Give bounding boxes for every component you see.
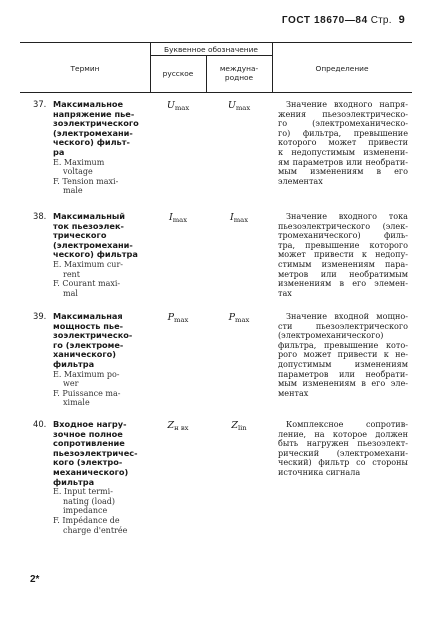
term-english-line: voltage: [63, 167, 93, 177]
term-russian: [53, 312, 153, 370]
definition-line: рого может привести к не-: [278, 349, 408, 360]
term-russian-line: Максимальная: [53, 311, 123, 321]
term-russian-line: ток пьезоэлек-: [53, 220, 124, 231]
symbol-international: [215, 100, 263, 112]
definition-text: [278, 312, 408, 398]
definition-line: сти пьезоэлектрического: [278, 320, 408, 331]
definition-line: элементах: [278, 175, 323, 186]
symbol-international-letter: Z: [231, 420, 238, 431]
term-number: 39.: [33, 311, 47, 321]
term-russian-line: зочное полное: [53, 428, 123, 439]
header-definition: Определение: [315, 64, 369, 73]
term-french-line: F. Impédance de: [53, 515, 120, 525]
term-english-line: rent: [63, 269, 80, 279]
symbol-russian: [154, 420, 202, 432]
term-english-line: impedance: [63, 506, 108, 516]
definition-line: к недопустимым изменени-: [278, 146, 408, 157]
term-french-line: mal: [63, 288, 78, 298]
term-foreign: [53, 158, 163, 196]
symbol-international-letter: I: [229, 212, 234, 223]
designation-rule: [150, 55, 272, 56]
page-header: [282, 14, 405, 26]
term-foreign: [53, 370, 163, 408]
term-russian-line: мощность пье-: [53, 320, 124, 331]
term-russian-line: (электромехани-: [53, 239, 133, 250]
symbol-russian-subscript: max: [172, 216, 188, 224]
table-top-rule: [20, 42, 412, 43]
term-russian-line: ческого) фильтра: [53, 249, 138, 260]
definition-line: Значение входного тока: [286, 211, 408, 221]
definition-line: мым изменениям в его: [278, 166, 408, 177]
header-term: Термин: [70, 64, 100, 73]
definition-line: может привести к недопу-: [278, 249, 408, 260]
term-english-line: nating (load): [63, 496, 116, 506]
definition-line: Комплексное сопротив-: [286, 419, 408, 429]
definition-line: фильтра, превышение кото-: [278, 339, 408, 350]
footer-mark: 2*: [30, 574, 40, 585]
term-french-line: male: [63, 186, 83, 196]
symbol-russian-subscript: max: [174, 316, 189, 324]
definition-text: [278, 420, 408, 478]
symbol-russian-letter: Z: [167, 420, 175, 431]
term-russian-line: механического): [53, 466, 129, 477]
symbol-russian-subscript: н вх: [174, 424, 189, 432]
definition-line: мым изменениям в его эле-: [278, 378, 408, 389]
standard-code: ГОСТ 18670—84: [281, 15, 368, 26]
term-french-line: F. Courant maxi-: [53, 279, 121, 289]
definition-line: допустимым изменениям: [278, 358, 408, 369]
term-english-line: E. Maximum cur-: [53, 260, 123, 269]
definition-line: источника сигнала: [278, 466, 361, 477]
page-number: 9: [398, 14, 405, 26]
term-russian-line: кого (электро-: [53, 457, 123, 468]
term-russian-line: Входное нагру-: [53, 419, 127, 429]
header-international-line-2: родное: [224, 73, 254, 82]
definition-line: тра, превышение которого: [278, 239, 408, 250]
term-russian: [53, 100, 153, 158]
definition-line: ческий) фильтр со стороны: [278, 457, 408, 468]
term-russian-line: зоэлектрическо-: [53, 330, 133, 341]
header-designation: Буквенное обозначение: [164, 45, 258, 54]
definition-line: пьезоэлектрического (элек-: [278, 220, 408, 231]
symbol-russian-letter: P: [167, 312, 175, 323]
symbol-russian-letter: I: [168, 212, 173, 223]
term-russian-line: Максимальное: [53, 99, 124, 109]
term-number: 40.: [33, 419, 47, 429]
term-russian-line: пьезоэлектричес-: [53, 447, 138, 458]
symbol-russian: [154, 312, 202, 324]
term-french-line: charge d'entrée: [63, 525, 128, 535]
term-russian-line: фильтра: [53, 476, 95, 487]
term-foreign: [53, 487, 163, 535]
term-english-line: E. Maximum po-: [53, 369, 120, 379]
term-number: 38.: [33, 211, 47, 221]
header-international: [206, 64, 272, 82]
term-russian-line: зоэлектрического: [53, 118, 139, 129]
definition-text: [278, 212, 408, 298]
term-russian-line: го (электроме-: [53, 339, 124, 350]
definition-line: тах: [278, 287, 292, 298]
term-russian-line: напряжение пье-: [53, 108, 135, 119]
page-label: Стр.: [370, 15, 392, 26]
term-russian: [53, 420, 153, 487]
header-international-line-1: междуна-: [219, 64, 259, 73]
symbol-russian-subscript: max: [174, 104, 190, 112]
symbol-international-subscript: max: [233, 216, 249, 224]
definition-line: изменениям в его элемен-: [278, 278, 408, 289]
symbol-international-subscript: lin: [237, 424, 247, 432]
header-russian: русское: [162, 69, 194, 78]
definition-line: параметров или необрати-: [278, 368, 408, 379]
table-header-rule: [20, 92, 412, 93]
definition-line: Значение входного напря-: [286, 99, 408, 109]
term-russian-line: ханического): [53, 349, 117, 360]
term-number: 37.: [33, 99, 47, 109]
term-russian-line: Максимальный: [53, 211, 126, 221]
term-russian-line: фильтра: [53, 358, 95, 369]
symbol-international: [215, 312, 263, 324]
definition-line: Значение входной мощно-: [286, 311, 408, 321]
definition-line: быть нагружен пьезоэлект-: [278, 438, 408, 449]
symbol-international-subscript: max: [235, 104, 251, 112]
term-english-line: wer: [63, 379, 79, 389]
definition-line: тромеханического) филь-: [278, 230, 408, 241]
definition-text: [278, 100, 408, 186]
term-french-line: F. Puissance ma-: [53, 388, 121, 398]
term-russian-line: трического: [53, 230, 107, 241]
term-russian-line: ческого) фильт-: [53, 137, 130, 148]
definition-line: го (электромеханическо-: [278, 118, 408, 129]
term-french-line: ximale: [63, 398, 90, 408]
symbol-international: [215, 420, 263, 432]
definition-line: ление, на которое должен: [278, 428, 408, 439]
definition-line: (электромеханического): [278, 330, 384, 341]
definition-line: рический (электромехани-: [278, 447, 408, 458]
definition-line: ментах: [278, 387, 309, 398]
term-foreign: [53, 260, 163, 298]
definition-line: которого может привести: [278, 137, 408, 148]
symbol-russian: [154, 100, 202, 112]
symbol-international: [215, 212, 263, 224]
definition-line: стимым изменениям пара-: [278, 258, 408, 269]
definition-line: метров или необратимым: [278, 268, 408, 279]
symbol-international-letter: P: [228, 312, 236, 323]
symbol-russian-letter: U: [166, 100, 175, 111]
definition-line: го) фильтра, превышение: [278, 127, 408, 138]
symbol-international-letter: U: [227, 100, 236, 111]
symbol-international-subscript: max: [235, 316, 250, 324]
term-russian-line: ра: [53, 146, 65, 157]
definition-line: ям параметров или необрати-: [278, 156, 408, 167]
term-english-line: E. Input termi-: [53, 487, 113, 497]
term-french-line: F. Tension maxi-: [53, 176, 119, 186]
term-russian-line: сопротивление: [53, 438, 125, 449]
symbol-russian: [154, 212, 202, 224]
definition-line: жения пьезоэлектрическо-: [278, 108, 408, 119]
term-russian-line: (электромехани-: [53, 127, 133, 138]
term-russian: [53, 212, 153, 260]
term-english-line: E. Maximum: [53, 157, 105, 167]
